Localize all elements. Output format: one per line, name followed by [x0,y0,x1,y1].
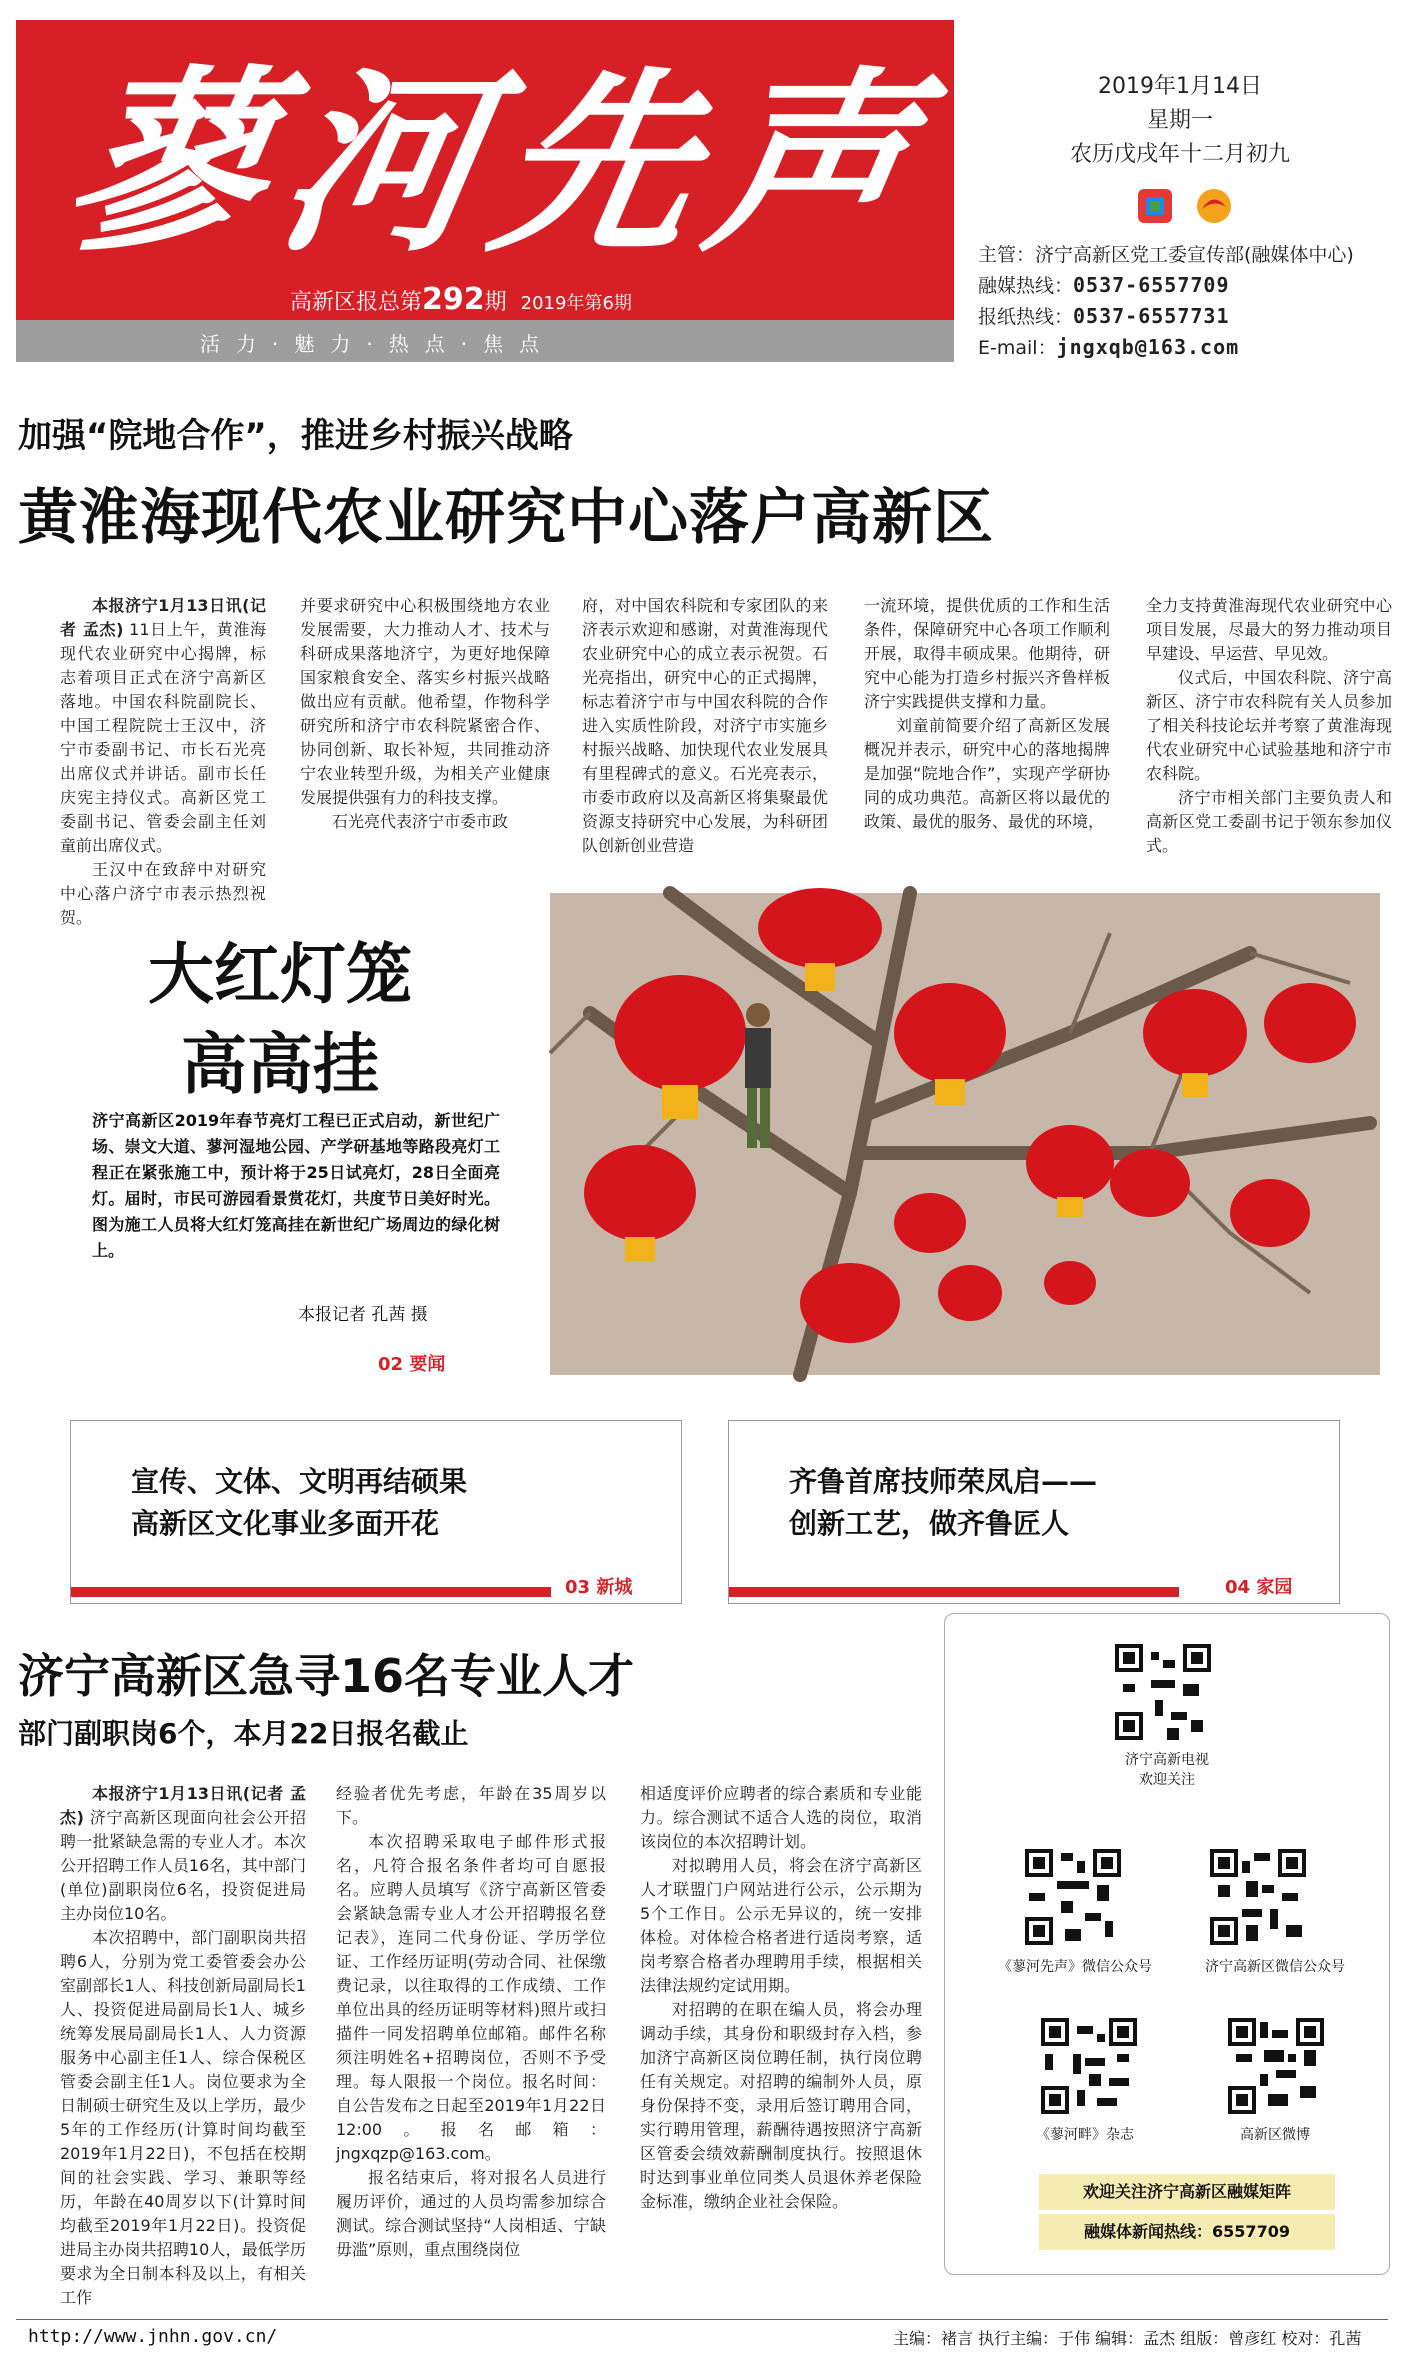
teaser-2-redbar [729,1587,1179,1597]
page-ref-03[interactable]: 03 新城 [565,1577,633,1598]
qr-code-icon[interactable] [1025,1849,1121,1945]
lead-col5-p2: 仪式后，中国农科院、济宁高新区、济宁市农科院有关人员参加了相关科技论坛并考察了黄淮海现代农业研究中心试验基地和济宁市农科院。 [1146,668,1392,783]
slogan: 活力·魅力·热点·焦点 [200,332,556,356]
lead-column-3 [582,594,828,872]
teaser-1-line2: 高新区文化事业多面开花 [131,1507,440,1540]
recruit-col1-p1: 济宁高新区现面向社会公开招聘一批紧缺急需的专业人才。本次公开招聘工作人员16名，其中部门(单位)副职岗位6名，投资促进局主办岗位10名。 [60,1808,306,1923]
issue-number: 292 [422,282,485,317]
year-issue: 2019年第6期 [520,293,632,314]
staff-credits: 主编：褚言 执行主编：于伟 编辑：孟杰 组版：曾彦红 校对：孔茜 [893,2329,1362,2348]
teaser-2-line2: 创新工艺，做齐鲁匠人 [789,1507,1070,1540]
qr2-caption: 《蓼河先声》微信公众号 [998,1959,1152,1975]
lead-headline: 黄淮海现代农业研究中心落户高新区 [18,483,994,553]
recruit-col2-p1: 经验者优先考虑，年龄在35周岁以下。 [336,1784,606,1827]
lead-col4-p1: 一流环境，提供优质的工作和生活条件，保障研究中心各项工作顺利开展，取得丰硕成果。他期待，研究中心能为打造乡村振兴齐鲁样板济宁实践提供支撑和力量。 [864,596,1110,711]
teaser-box-1[interactable] [70,1420,682,1604]
lead-col2-p2: 石光亮代表济宁市委市政 [332,812,509,831]
page-ref-02[interactable]: 02 要闻 [378,1354,446,1375]
recruit-column-1 [60,1782,306,2310]
photo-credit: 本报记者 孔茜 摄 [298,1305,428,1325]
qr-panel-footer-2: 融媒体新闻热线：6557709 [1039,2214,1335,2250]
qr-code-icon[interactable] [1115,1644,1211,1740]
lead-column-4 [864,594,1110,872]
publisher-logos-icon [1128,185,1248,227]
lead-col1-p1: 11日上午，黄淮海现代农业研究中心揭牌，标志着项目正式在济宁高新区落地。中国农科院副院长、中国工程院院士王汉中，济宁市委副书记、市长石光亮出席仪式并讲话。副市长任庆宪主持仪式。高新区党工委副书记、管委会副主任刘童前出席仪式。 [60,620,266,855]
recruit-col1-p2: 本次招聘中，部门副职岗共招聘6人，分别为党工委管委会办公室副部长1人、科技创新局副局长1人、投资促进局副局长1人、城乡统筹发展局副局长1人、人力资源服务中心副主任1人、综合保税区管委会副主任1人。岗位要求为全日制硕士研究生及以上学历，最少5年的工作经历(计算时间均截至2019年1月22日)，不包括在校期间的社会实践、学习、兼职等经历，年龄在40周岁以下(计算时间均截至2019年1月22日)。投资促进局主办岗共招聘10人，最低学历要求为全日制本科及以上，有相关工作 [60,1928,306,2307]
issue-prefix: 高新区报总第 [290,290,423,315]
lantern-caption: 济宁高新区2019年春节亮灯工程已正式启动，新世纪广场、崇文大道、蓼河湿地公园、产学研基地等路段亮灯工程正在紧张施工中，预计将于25日试亮灯，28日全面亮灯。届时，市民可游园看景赏花灯，共度节日美好时光。图为施工人员将大红灯笼高挂在新世纪广场周边的绿化树上。 [92,1111,500,1260]
website-link[interactable]: http://www.jnhn.gov.cn/ [28,2326,278,2347]
lead-col5-p3: 济宁市相关部门主要负责人和高新区党工委副书记于领东参加仪式。 [1146,788,1392,855]
qr-code-icon[interactable] [1210,1849,1306,1945]
qr5-caption: 高新区微博 [1240,2127,1310,2143]
recruit-column-2 [336,1782,606,2310]
issue-suffix: 期 [484,290,507,315]
dateline-block [1030,70,1330,172]
qr-code-icon[interactable] [1228,2018,1324,2114]
lantern-title-line2: 高高挂 [181,1026,379,1103]
qr-panel-footer-1: 欢迎关注济宁高新区融媒矩阵 [1039,2174,1335,2210]
qr4-caption: 《蓼河畔》杂志 [1036,2127,1134,2143]
recruit-col3-p3: 对招聘的在职在编人员，将会办理调动手续，其身份和职级封存入档，参加济宁高新区岗位聘任制，执行岗位聘任有关规定。对招聘的编制外人员，原身份保持不变，录用后签订聘用合同，实行聘用管理，薪酬待遇按照济宁高新区管委会绩效薪酬制度执行。按照退休时达到事业单位同类人员退休养老保险金标准，缴纳企业社会保险。 [640,2000,922,2211]
qr3-caption: 济宁高新区微信公众号 [1205,1959,1345,1975]
teaser-box-2[interactable] [728,1420,1340,1604]
lead-col1-p2: 王汉中在致辞中对研究中心落户济宁市表示热烈祝贺。 [60,860,266,927]
recruit-col2-p3: 报名结束后，将对报名人员进行履历评价，通过的人员均需参加综合测试。综合测试坚持“人岗相适、宁缺毋滥”原则，重点围绕岗位 [336,2168,606,2259]
lead-column-1 [60,594,266,927]
sponsor-label: 主管： [978,244,1036,266]
red-lantern-photo [550,893,1380,1375]
hotline2-label: 报纸热线： [978,306,1074,328]
sponsor: 济宁高新区党工委宣传部(融媒体中心) [1035,244,1354,266]
lantern-title [95,930,465,1110]
newspaper-title: 蓼河先声 [50,49,947,279]
lantern-title-line1: 大红灯笼 [148,936,412,1013]
footer-divider [16,2319,1388,2320]
lead-col2-p1: 并要求研究中心积极围绕地方农业发展需要，大力推动人才、技术与科研成果落地济宁，为更好地保障国家粮食安全、落实乡村振兴战略做出应有贡献。他希望，作物科学研究所和济宁市农科院紧密合作、协同创新、取长补短，共同推动济宁农业转型升级，为相关产业健康发展提供强有力的科技支撑。 [300,596,550,807]
lead-col5-p1: 全力支持黄淮海现代农业研究中心项目发展，尽最大的努力推动项目早建设、早运营、早见效。 [1146,596,1392,663]
teaser-2-line1: 齐鲁首席技师荣凤启—— [789,1465,1098,1498]
lead-column-5 [1146,594,1392,872]
email-label: E-mail： [978,337,1057,359]
recruit-kicker: 部门副职岗6个，本月22日报名截止 [18,1717,469,1750]
recruit-dateline: 本报济宁1月13日讯(记者 孟杰) [60,1784,306,1827]
lead-col3-p1: 府，对中国农科院和专家团队的来济表示欢迎和感谢，对黄淮海现代农业研究中心的成立表示祝贺。石光亮指出，研究中心的正式揭牌，标志着济宁市与中国农科院的合作进入实质性阶段，对济宁市实施乡村振兴战略、加快现代农业发展具有里程碑式的意义。石光亮表示，市委市政府以及高新区将集聚最优资源支持研究中心发展，为科研团队创新创业营造 [582,596,828,855]
lead-column-2 [300,594,550,872]
weekday: 星期一 [1146,108,1213,133]
lead-kicker: 加强“院地合作”，推进乡村振兴战略 [18,416,573,456]
recruit-col3-p1: 相适度评价应聘者的综合素质和专业能力。综合测试不适合人选的岗位，取消该岗位的本次招聘计划。 [640,1784,922,1851]
lead-col4-p2: 刘童前简要介绍了高新区发展概况并表示，研究中心的落地揭牌是加强“院地合作”，实现产学研协同的成功典范。高新区将以最优的政策、最优的服务、最优的环境， [864,716,1110,831]
recruit-column-3 [640,1782,922,2310]
email: jngxqb@163.com [1056,335,1240,359]
lead-dateline: 本报济宁1月13日讯(记者 孟杰) [60,596,266,639]
qr1-caption-line1: 济宁高新电视 [1125,1752,1209,1768]
recruit-headline: 济宁高新区急寻16名专业人才 [18,1649,635,1703]
hotline2: 0537-6557731 [1073,304,1230,328]
page-ref-04[interactable]: 04 家园 [1225,1577,1293,1598]
hotline1: 0537-6557709 [1073,273,1230,297]
hotline1-label: 融媒热线： [978,275,1074,297]
publisher-info [978,240,1398,363]
recruit-col3-p2: 对拟聘用人员，将会在济宁高新区人才联盟门户网站进行公示，公示期为5个工作日。公示无异议的，统一安排体检。对体检合格者进行适岗考察，适岗考察合格者办理聘用手续，根据相关法律法规约定试用期。 [640,1856,922,1995]
qr1-caption-line2: 欢迎关注 [1139,1772,1195,1788]
teaser-1-line1: 宣传、文体、文明再结硕果 [131,1465,468,1498]
qr1-caption [1067,1749,1267,1789]
qr-panel [944,1613,1390,2275]
recruit-col2-p2: 本次招聘采取电子邮件形式报名，凡符合报名条件者均可自愿报名。应聘人员填写《济宁高新区管委会紧缺急需专业人才公开招聘报名登记表》，连同二代身份证、学历学位证、工作经历证明(劳动合同、社保缴费记录，以往取得的工作成绩、工作单位出具的经历证明等材料)照片或扫描件一同发招聘单位邮箱。邮件名称须注明姓名+招聘岗位，否则不予受理。每人限报一个岗位。报名时间：自公告发布之日起至2019年1月22日12:00。报名邮箱：jngxqzp@163.com。 [336,1832,606,2163]
issue-line [290,282,632,317]
teaser-1-redbar [71,1587,551,1597]
qr-code-icon[interactable] [1041,2018,1137,2114]
lunar-date: 农历戊戌年十二月初九 [1069,142,1290,167]
issue-date: 2019年1月14日 [1098,74,1262,99]
